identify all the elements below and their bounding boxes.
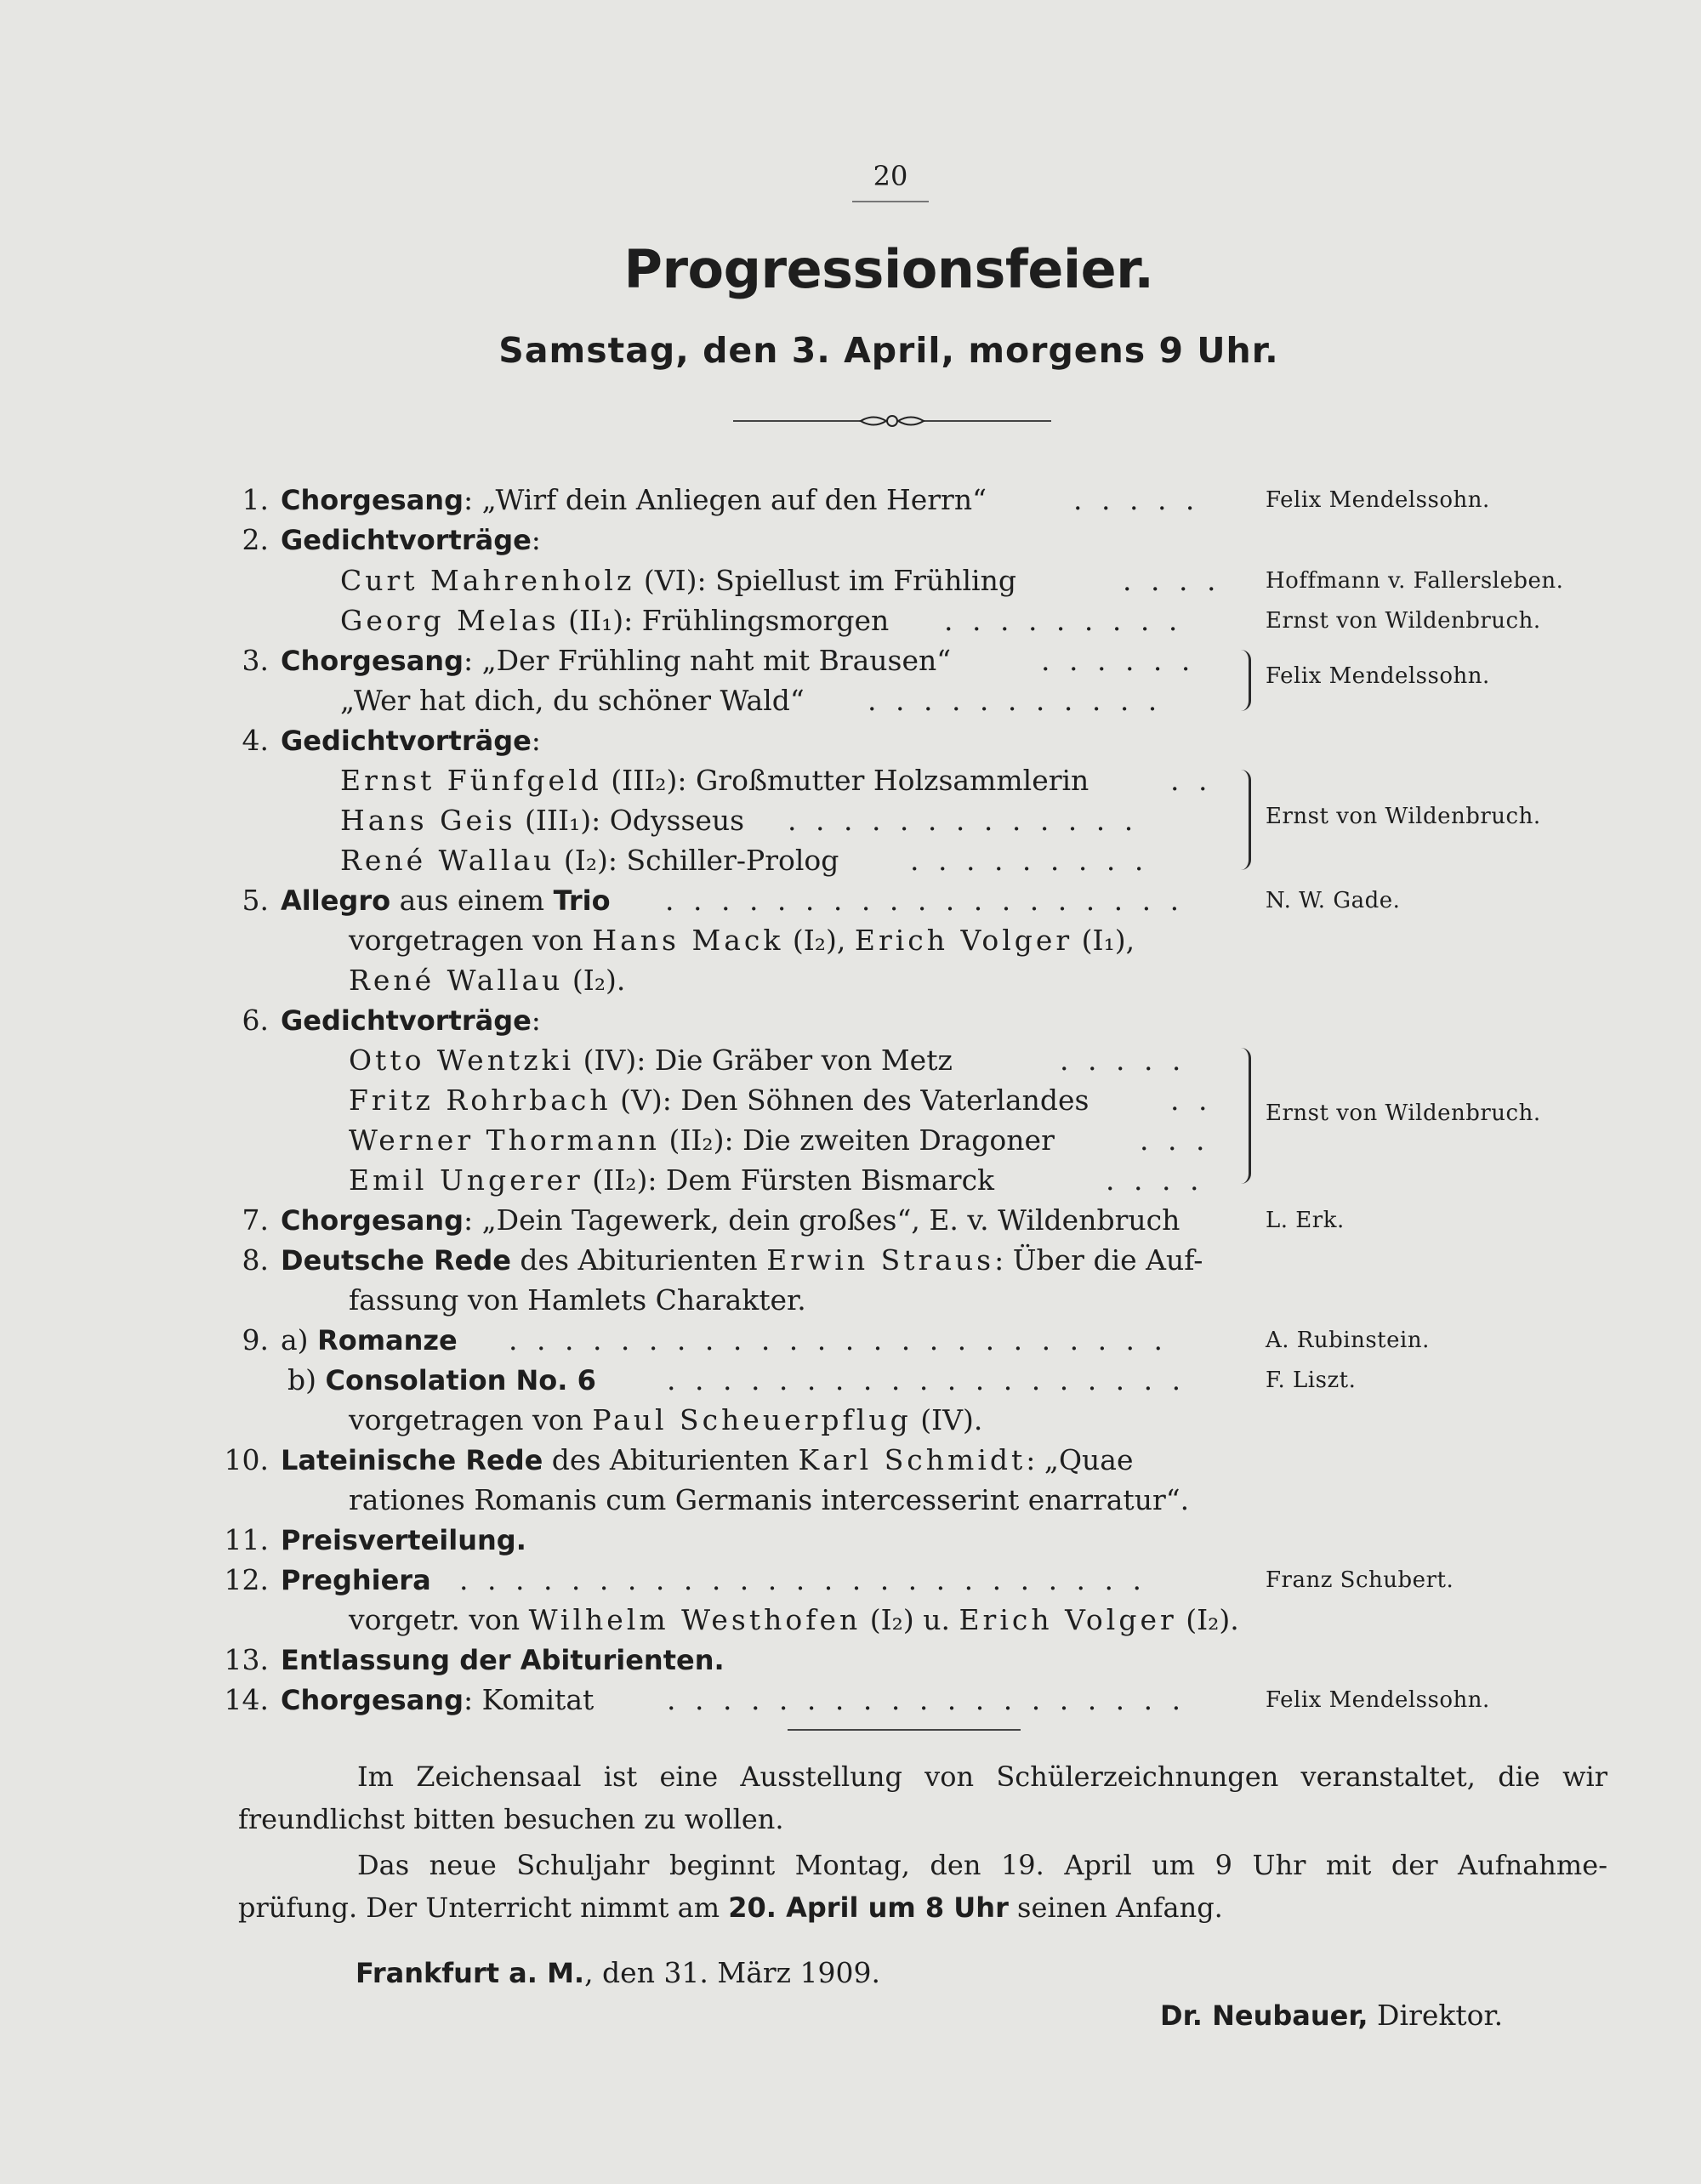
page-subtitle: Samstag, den 3. April, morgens 9 Uhr.	[498, 330, 1279, 371]
program-item-8	[0, 1241, 1701, 1280]
program-item-7	[0, 1201, 1701, 1240]
program-item-12	[0, 1561, 1701, 1600]
dot-leader: . . . .	[1123, 564, 1221, 597]
dot-leader: . . . . . . . . . . . . . . . . . . . . . . . . .	[459, 1563, 1146, 1596]
item-number: 6.	[242, 1004, 269, 1037]
line-text: vorgetr. von Wilhelm Westhofen (I₂) u. Erich Volger (I₂).	[349, 1603, 1239, 1636]
program-line	[0, 1481, 1701, 1520]
item-number: 4.	[242, 724, 269, 757]
dot-leader: . . . . . . . . . . . . . . . . . . .	[665, 884, 1185, 917]
line-text: Hans Geis (III₁): Odysseus	[340, 804, 745, 837]
item-number: 9.	[242, 1323, 269, 1356]
notice-school-year: Das neue Schuljahr beginnt Montag, den 19. April um 9 Uhr mit der Aufnahme- prüfung. Der Unterricht nimmt am 20. April um 8 Uhr seinen Anfang.	[238, 1849, 1607, 1924]
line-text: b) Consolation No. 6	[287, 1363, 596, 1396]
item-number: 13.	[224, 1643, 269, 1676]
item-text: Preisverteilung.	[281, 1524, 526, 1556]
dot-leader: . .	[1170, 764, 1213, 797]
dot-leader: . . . . . . . . . . . . .	[788, 804, 1139, 837]
program-item-4	[0, 721, 1701, 760]
program-item-2	[0, 520, 1701, 560]
item-number: 11.	[224, 1523, 269, 1556]
line-text: „Wer hat dich, du schöner Wald“	[340, 684, 805, 717]
program-item-10	[0, 1441, 1701, 1480]
line-text: Otto Wentzki (IV): Die Gräber von Metz	[349, 1044, 953, 1077]
brace	[1237, 650, 1251, 711]
line-text: Werner Thormann (II₂): Die zweiten Dragoner	[349, 1123, 1055, 1157]
item-text: Chorgesang: „Dein Tagewerk, dein großes“, E. v. Wildenbruch	[281, 1203, 1180, 1237]
notice-exhibition: Im Zeichensaal ist eine Ausstellung von Schülerzeichnungen veranstaltet, die wir freundlichst bitten besuchen zu wollen.	[238, 1760, 1607, 1835]
program-item-1	[0, 481, 1701, 520]
program-item-11	[0, 1521, 1701, 1560]
program-line	[0, 1401, 1701, 1440]
item-text: Gedichtvorträge:	[281, 1004, 541, 1037]
line-text: rationes Romanis cum Germanis intercesserint enarratur“.	[349, 1483, 1190, 1516]
composer: Franz Schubert.	[1266, 1567, 1454, 1593]
program-line	[0, 601, 1701, 640]
item-text: Chorgesang: „Der Frühling naht mit Brausen“	[281, 644, 952, 677]
item-number: 3.	[242, 644, 269, 677]
brace	[1237, 1048, 1251, 1184]
line-text: Georg Melas (II₁): Frühlingsmorgen	[340, 604, 890, 637]
composer: F. Liszt.	[1266, 1368, 1357, 1393]
composer: Hoffmann v. Fallersleben.	[1266, 568, 1564, 594]
composer: Felix Mendelssohn.	[1266, 1687, 1490, 1713]
place-date: Frankfurt a. M., den 31. März 1909.	[356, 1956, 880, 1989]
program-item-9	[0, 1321, 1701, 1360]
program-line	[0, 761, 1701, 800]
program-item-13	[0, 1641, 1701, 1680]
composer: Felix Mendelssohn.	[1266, 663, 1490, 689]
item-text: a) Romanze	[281, 1323, 458, 1356]
item-number: 5.	[242, 884, 269, 917]
composer: A. Rubinstein.	[1266, 1328, 1430, 1353]
item-number: 14.	[224, 1683, 269, 1716]
program-line	[0, 1601, 1701, 1640]
line-text: René Wallau (I₂).	[349, 964, 626, 997]
dot-leader: . . . . .	[1073, 483, 1200, 516]
item-text: Deutsche Rede des Abiturienten Erwin Straus: Über die Auf-	[281, 1243, 1203, 1277]
program-item-5	[0, 881, 1701, 920]
dot-leader: . . . . . . . . .	[910, 844, 1149, 877]
dot-leader: . . .	[1140, 1123, 1210, 1157]
program-line	[0, 1121, 1701, 1160]
program-line	[0, 841, 1701, 880]
item-text: Gedichtvorträge:	[281, 724, 541, 757]
item-number: 10.	[224, 1443, 269, 1476]
dot-leader: . . . . . . . . . . .	[868, 684, 1163, 717]
line-text: vorgetragen von Paul Scheuerpflug (IV).	[349, 1403, 983, 1436]
composer: Ernst von Wildenbruch.	[1266, 804, 1541, 829]
composer: Felix Mendelssohn.	[1266, 487, 1490, 513]
dot-leader: . . . . . . . . . . . . . . . . . . . . . . . .	[509, 1323, 1169, 1356]
item-text: Allegro aus einem Trio	[281, 884, 611, 917]
item-number: 1.	[242, 483, 269, 516]
item-text: Entlassung der Abiturienten.	[281, 1644, 725, 1676]
line-text: Fritz Rohrbach (V): Den Söhnen des Vaterlandes	[349, 1083, 1089, 1117]
item-text: Chorgesang: Komitat	[281, 1683, 594, 1716]
program-item-14	[0, 1681, 1701, 1720]
dot-leader: . . . .	[1106, 1163, 1204, 1197]
signature: Dr. Neubauer, Direktor.	[1160, 1999, 1504, 2032]
program-line	[0, 921, 1701, 960]
section-divider	[788, 1729, 1021, 1731]
program-item-6	[0, 1001, 1701, 1040]
program-line	[0, 1161, 1701, 1200]
item-number: 7.	[242, 1203, 269, 1237]
dot-leader: . . . . .	[1060, 1044, 1186, 1077]
item-text: Gedichtvorträge:	[281, 523, 541, 556]
item-number: 8.	[242, 1243, 269, 1277]
item-text: Lateinische Rede des Abiturienten Karl Schmidt: „Quae	[281, 1443, 1134, 1476]
dot-leader: . . . . . . . . . . . . . . . . . . .	[667, 1683, 1186, 1716]
line-text: vorgetragen von Hans Mack (I₂), Erich Volger (I₁),	[349, 924, 1135, 957]
page-number-rule	[852, 201, 929, 202]
program-line	[0, 961, 1701, 1000]
program-line	[0, 1361, 1701, 1400]
item-text: Chorgesang: „Wirf dein Anliegen auf den Herrn“	[281, 483, 987, 516]
dot-leader: . . . . . .	[1041, 644, 1196, 677]
composer: L. Erk.	[1266, 1208, 1345, 1233]
page-title: Progressionsfeier.	[623, 238, 1154, 300]
line-text: Curt Mahrenholz (VI): Spiellust im Frühling	[340, 564, 1016, 597]
line-text: fassung von Hamlets Charakter.	[349, 1283, 806, 1317]
item-number: 2.	[242, 523, 269, 556]
program-line	[0, 561, 1701, 600]
dot-leader: . .	[1170, 1083, 1213, 1117]
dot-leader: . . . . . . . . .	[944, 604, 1183, 637]
page-number: 20	[873, 160, 908, 192]
brace	[1237, 770, 1251, 870]
composer: Ernst von Wildenbruch.	[1266, 608, 1541, 634]
item-number: 12.	[224, 1563, 269, 1596]
program-line	[0, 1041, 1701, 1080]
composer: Ernst von Wildenbruch.	[1266, 1101, 1541, 1126]
line-text: Ernst Fünfgeld (III₂): Großmutter Holzsammlerin	[340, 764, 1089, 797]
dot-leader: . . . . . . . . . . . . . . . . . . .	[667, 1363, 1186, 1396]
line-text: René Wallau (I₂): Schiller-Prolog	[340, 844, 839, 877]
ornament-divider-icon	[733, 408, 1051, 434]
program-line	[0, 1281, 1701, 1320]
composer: N. W. Gade.	[1266, 888, 1401, 913]
line-text: Emil Ungerer (II₂): Dem Fürsten Bismarck	[349, 1163, 995, 1197]
item-text: Preghiera	[281, 1564, 431, 1596]
